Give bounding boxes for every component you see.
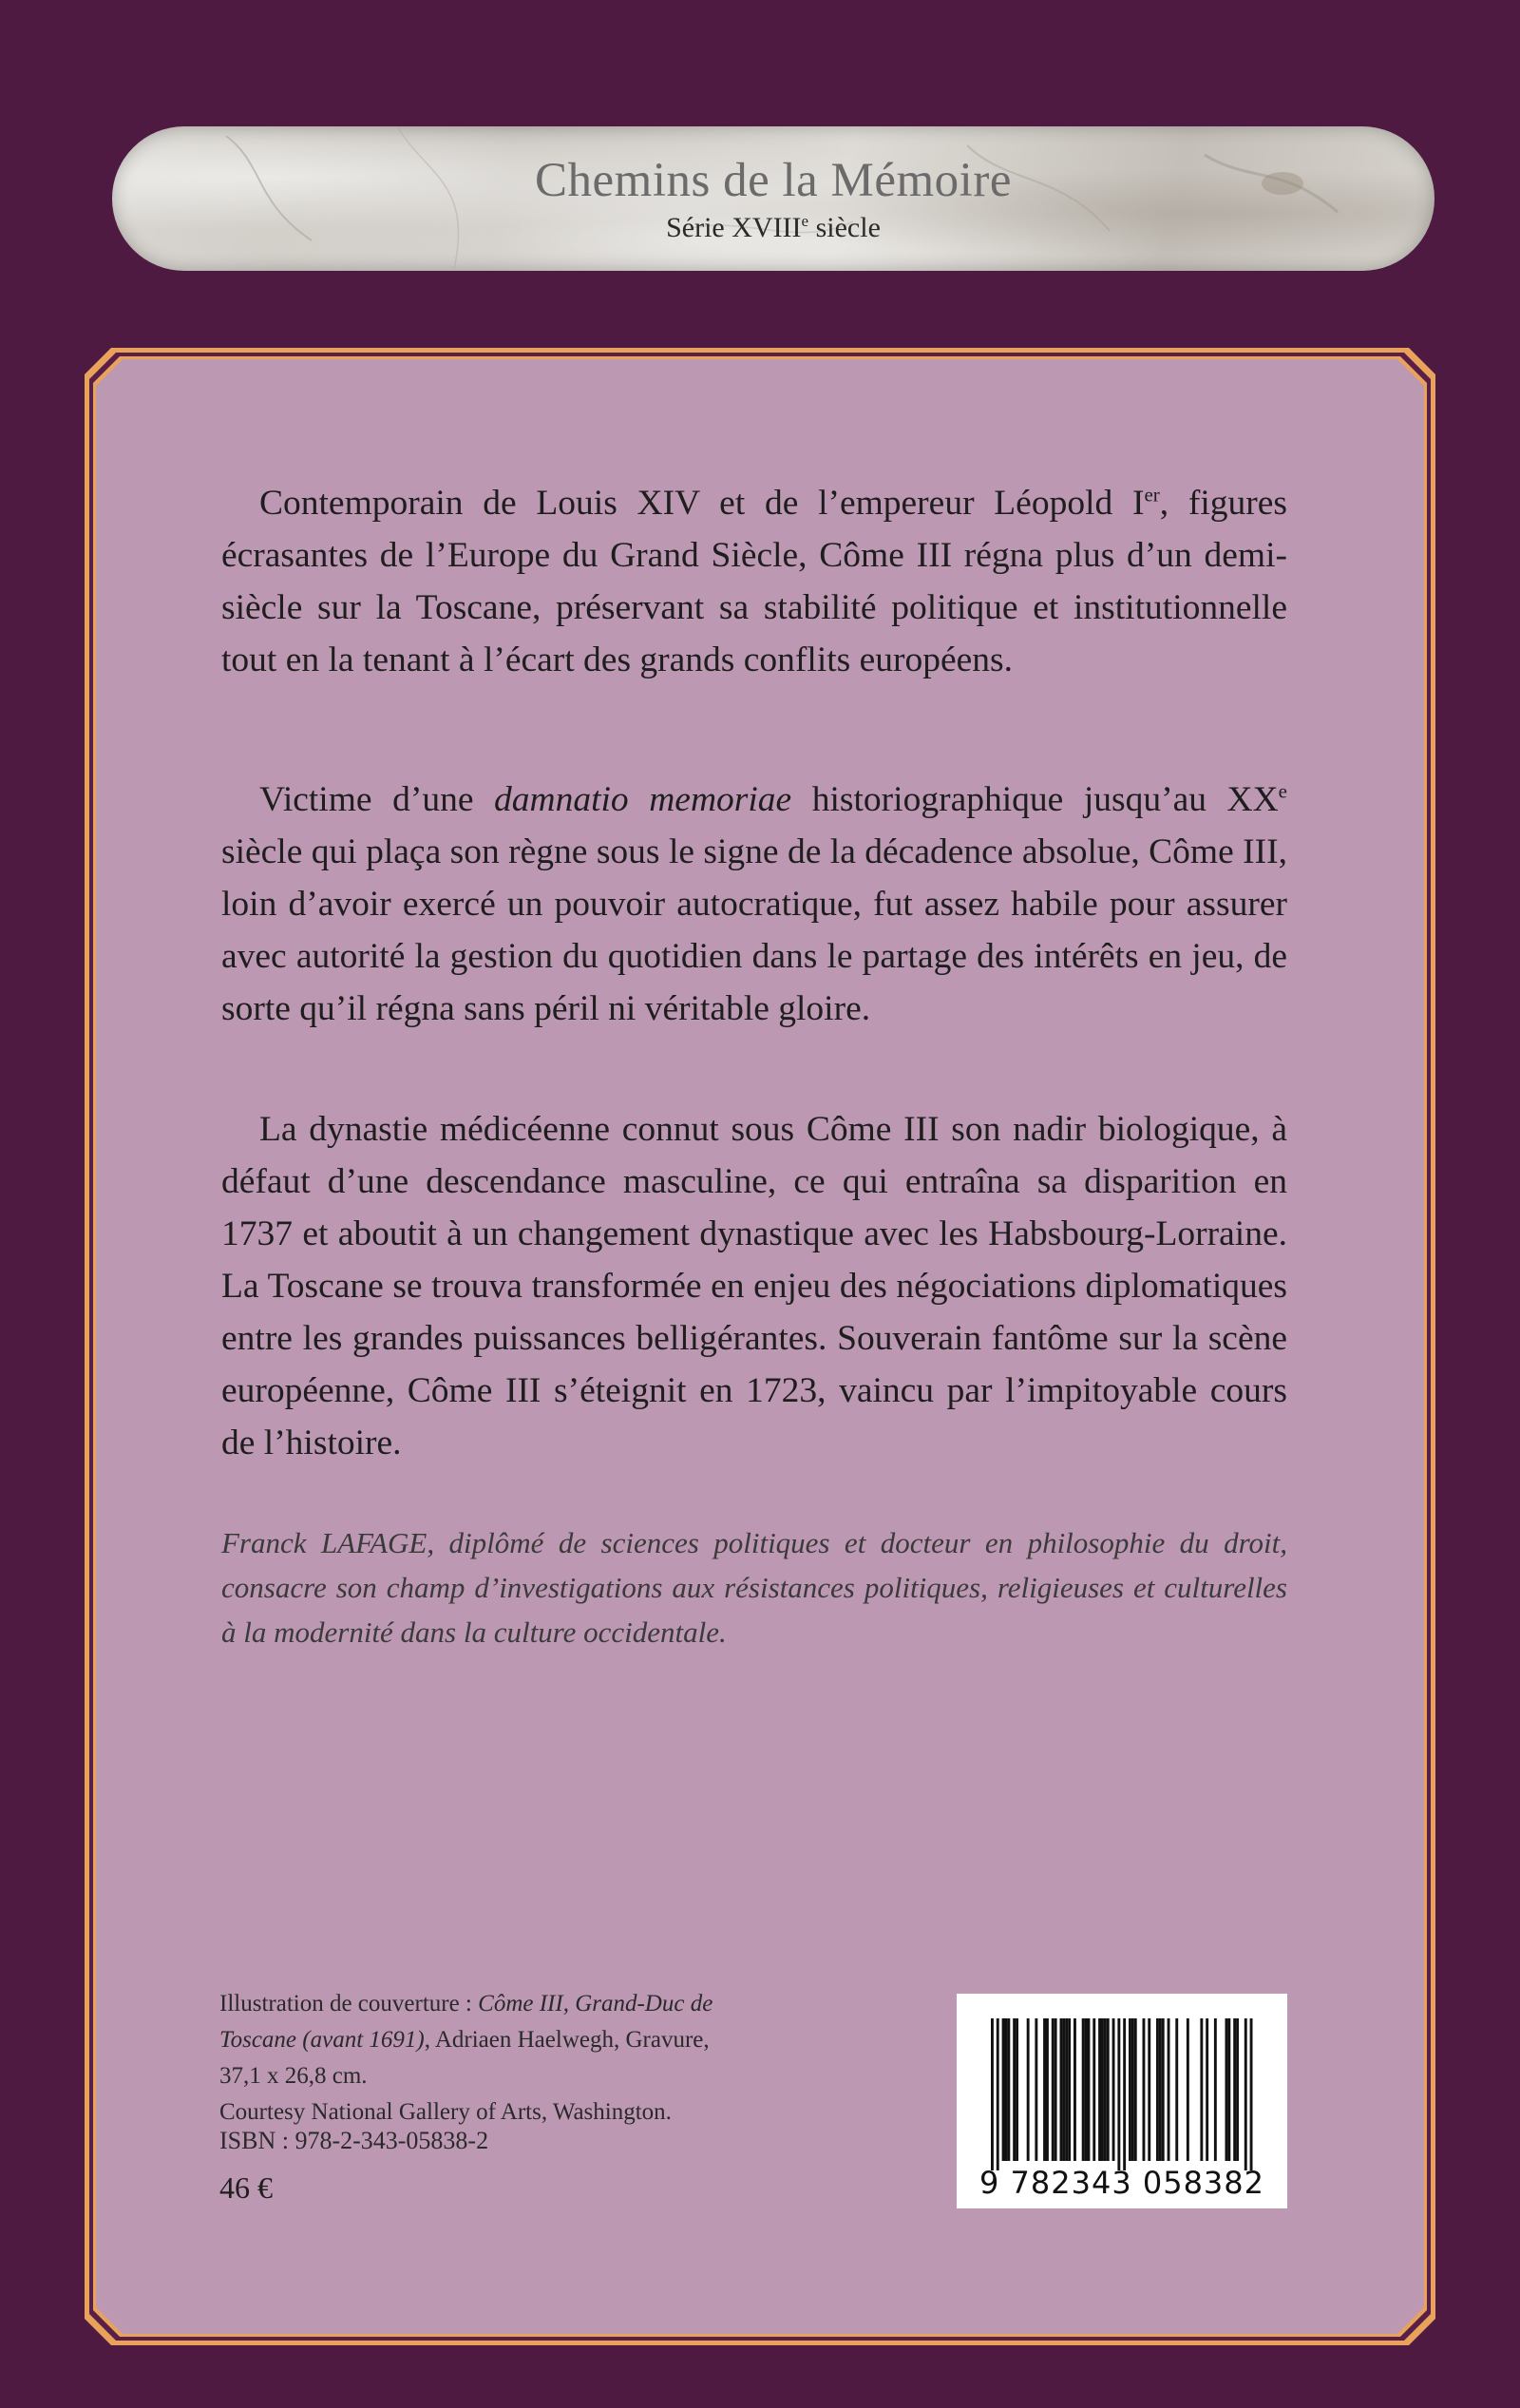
barcode-bar	[1002, 2018, 1005, 2161]
barcode-bar	[1101, 2018, 1104, 2161]
blurb-p2-part-c: siècle qui plaça son règne sous le signe de la décadence absolue, Côme III, loin d’avoir exercé un pouvoir autocratique, fut assez habile pour assurer avec autorité la gestion du quotidien dans le partage des intérêts en jeu, de sorte qu’il régna sans péril ni véritable gloire.	[221, 832, 1287, 1028]
blurb-p2-sup: e	[1278, 779, 1287, 803]
series-banner	[112, 126, 1434, 271]
barcode-bar	[997, 2018, 999, 2170]
barcode-bar	[1159, 2018, 1162, 2161]
barcode-bar	[1043, 2018, 1046, 2161]
blurb-paragraph-2	[221, 774, 1287, 1035]
barcode-bar	[1107, 2018, 1110, 2161]
barcode-bar	[1060, 2018, 1063, 2161]
cover-illustration-credits	[219, 1986, 751, 2131]
barcode-bar	[1092, 2018, 1095, 2161]
credits-details: , Adriaen Haelwegh, Gravure, 37,1 x 26,8 cm.	[219, 2027, 710, 2089]
content-frame	[85, 348, 1435, 2345]
barcode-bar	[1085, 2018, 1088, 2161]
barcode-bar	[1168, 2018, 1170, 2161]
barcode-bar	[1214, 2018, 1217, 2161]
barcode-bar	[1123, 2018, 1126, 2170]
barcode-bar	[1052, 2018, 1054, 2161]
barcode-bar	[1187, 2018, 1189, 2161]
barcode-bar	[1162, 2018, 1165, 2161]
barcode-bar	[1062, 2018, 1065, 2161]
blurb-p1-part-a: Contemporain de Louis XIV et de l’empereur Léopold I	[259, 484, 1145, 523]
blurb-p2-latin-term: damnatio memoriae	[494, 780, 792, 819]
author-bio: Franck LAFAGE, diplômé de sciences politiques et docteur en philosophie du droit, consacre son champ d’investigations aux résistances politiques, religieuses et culturelles à la modernité dans la culture occidentale.	[221, 1526, 1287, 1649]
barcode-bar	[1236, 2018, 1239, 2161]
barcode-digits: 9 782343 058382	[978, 2165, 1264, 2201]
barcode-bar	[1065, 2018, 1068, 2161]
barcode-bar	[1200, 2018, 1203, 2161]
blurb-paragraph-3: La dynastie médicéenne connut sous Côme III son nadir biologique, à défaut d’une descendance masculine, ce qui entraîna sa disparition en 1737 et aboutit à un changement dynastique avec les Habsbourg-Lorraine. La Toscane se trouva transformée en enjeu des négociations diplomatiques entre les grandes puissances belligérantes. Souverain fantôme sur la scène européenne, Côme III s’éteignit en 1723, vaincu par l’impitoyable cours de l’histoire.	[221, 1110, 1287, 1462]
blurb-p1-sup: er	[1144, 483, 1160, 506]
barcode-bar	[1129, 2018, 1131, 2161]
barcode-bar	[1134, 2018, 1137, 2161]
barcode-bar	[1098, 2018, 1101, 2161]
barcode	[957, 1994, 1287, 2208]
barcode-bar	[1046, 2018, 1049, 2161]
barcode-bar	[1027, 2018, 1030, 2161]
barcode-bar	[991, 2018, 994, 2170]
barcode-bar	[1007, 2018, 1010, 2161]
barcode-bar	[1112, 2018, 1115, 2161]
series-subtitle	[112, 212, 1434, 244]
barcode-bar	[1156, 2018, 1159, 2161]
barcode-bar	[1068, 2018, 1071, 2161]
barcode-bar	[1206, 2018, 1208, 2161]
series-title: Chemins de la Mémoire	[535, 154, 1012, 207]
barcode-bar	[1175, 2018, 1178, 2161]
barcode-bar	[1244, 2018, 1247, 2170]
isbn: ISBN : 978-2-343-05838-2	[219, 2127, 489, 2154]
blurb-p2-part-a: Victime d’une	[259, 780, 495, 819]
barcode-bar	[1035, 2018, 1037, 2161]
credits-work-title: Côme III, Grand-Duc de Toscane (avant 1691)	[219, 1991, 713, 2053]
barcode-bar	[1117, 2018, 1120, 2170]
blurb-paragraph-1	[221, 477, 1287, 686]
barcode-bar	[1005, 2018, 1008, 2161]
price: 46 €	[219, 2170, 273, 2205]
blurb-p1-part-b: , figures écrasantes de l’Europe du Grand Siècle, Côme III régna plus d’un demi-siècle sur la Toscane, préservant sa stabilité politique et institutionnelle tout en la tenant à l’écart des grands conflits européens.	[221, 484, 1287, 679]
back-cover-text	[85, 348, 1435, 2345]
barcode-bar	[1054, 2018, 1057, 2161]
barcode-bar	[1013, 2018, 1016, 2161]
barcode-bar	[1233, 2018, 1236, 2161]
series-subtitle-sup: e	[801, 212, 809, 230]
credits-courtesy: Courtesy National Gallery of Arts, Washington.	[219, 2099, 672, 2125]
blurb-p2-part-b: historiographique jusqu’au XX	[791, 780, 1279, 819]
series-subtitle-prefix: Série XVIII	[666, 212, 802, 243]
barcode-bar	[1148, 2018, 1150, 2161]
barcode-bar	[1074, 2018, 1076, 2161]
barcode-bar	[1143, 2018, 1146, 2161]
barcode-bar	[1227, 2018, 1230, 2161]
credits-label: Illustration de couverture :	[219, 1991, 479, 2016]
series-subtitle-suffix: siècle	[808, 212, 881, 243]
barcode-bar	[1088, 2018, 1091, 2161]
barcode-bar	[1131, 2018, 1134, 2161]
barcode-bar	[1226, 2018, 1228, 2161]
barcode-bar	[1104, 2018, 1107, 2161]
barcode-bar	[1082, 2018, 1085, 2161]
barcode-bar	[1250, 2018, 1253, 2170]
barcode-bar	[1016, 2018, 1018, 2161]
